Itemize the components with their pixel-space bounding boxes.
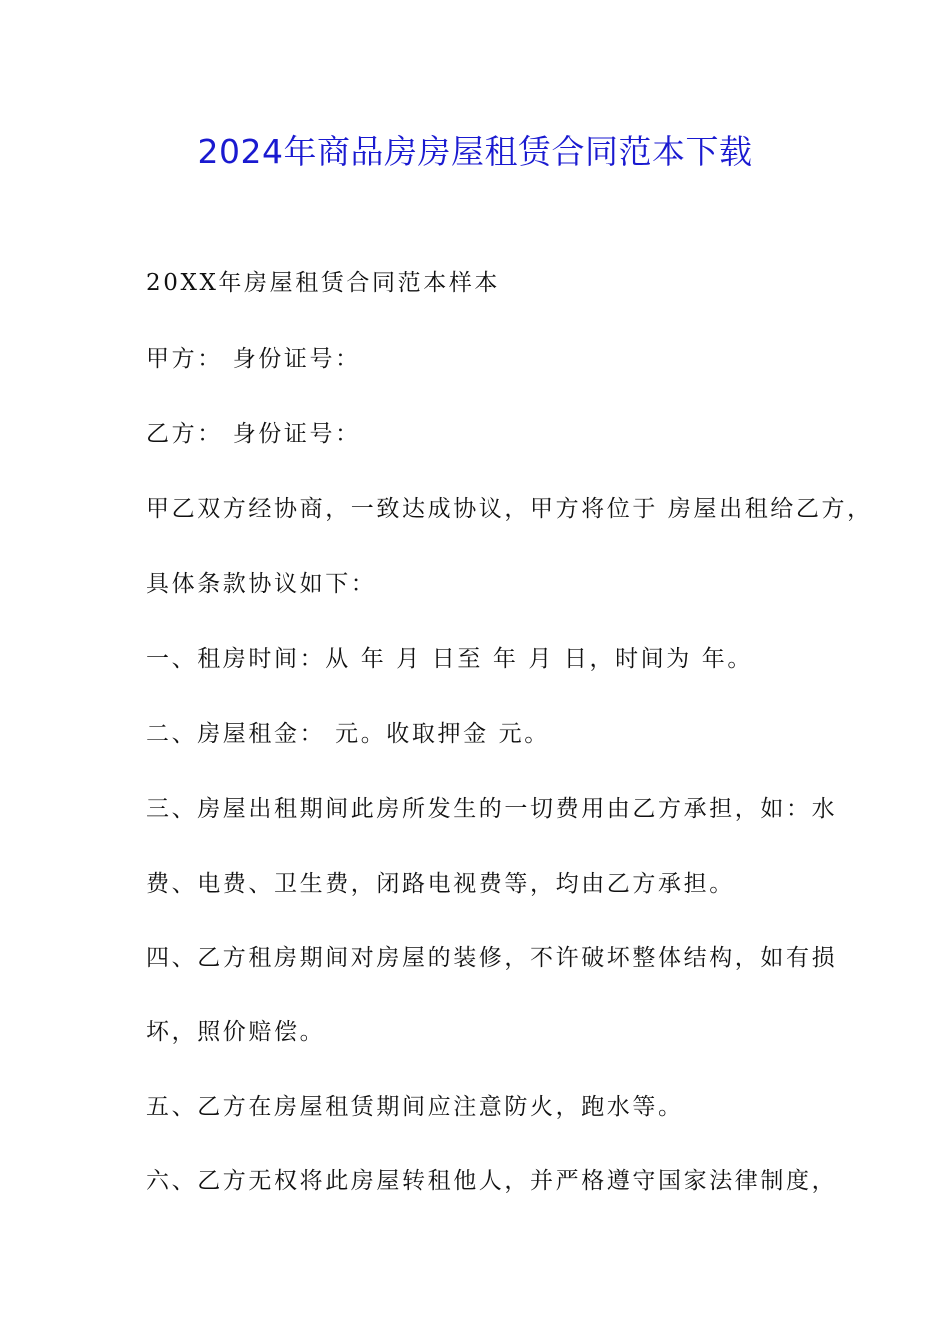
clause-2: 二、房屋租金： 元。收取押金 元。 xyxy=(146,721,550,747)
clause-4-line-1: 四、乙方租房期间对房屋的装修，不许破坏整体结构，如有损 xyxy=(146,945,838,971)
agreement-intro-line-1: 甲乙双方经协商，一致达成协议，甲方将位于 房屋出租给乙方， xyxy=(146,496,873,522)
party-a-line: 甲方： 身份证号： xyxy=(146,346,361,372)
clause-3-line-2: 费、电费、卫生费，闭路电视费等，均由乙方承担。 xyxy=(146,871,735,897)
party-b-line: 乙方： 身份证号： xyxy=(146,421,361,447)
document-title: 2024年商品房房屋租赁合同范本下载 xyxy=(197,132,753,171)
clause-6-line-1: 六、乙方无权将此房屋转租他人，并严格遵守国家法律制度， xyxy=(146,1168,838,1194)
contract-heading: 20XX年房屋租赁合同范本样本 xyxy=(146,270,501,296)
clause-1: 一、租房时间：从 年 月 日至 年 月 日，时间为 年。 xyxy=(146,646,753,672)
clause-4-line-2: 坏，照价赔偿。 xyxy=(146,1019,326,1045)
agreement-intro-line-2: 具体条款协议如下： xyxy=(146,571,377,597)
clause-3-line-1: 三、房屋出租期间此房所发生的一切费用由乙方承担，如：水 xyxy=(146,796,838,822)
clause-5: 五、乙方在房屋租赁期间应注意防火，跑水等。 xyxy=(146,1094,684,1120)
